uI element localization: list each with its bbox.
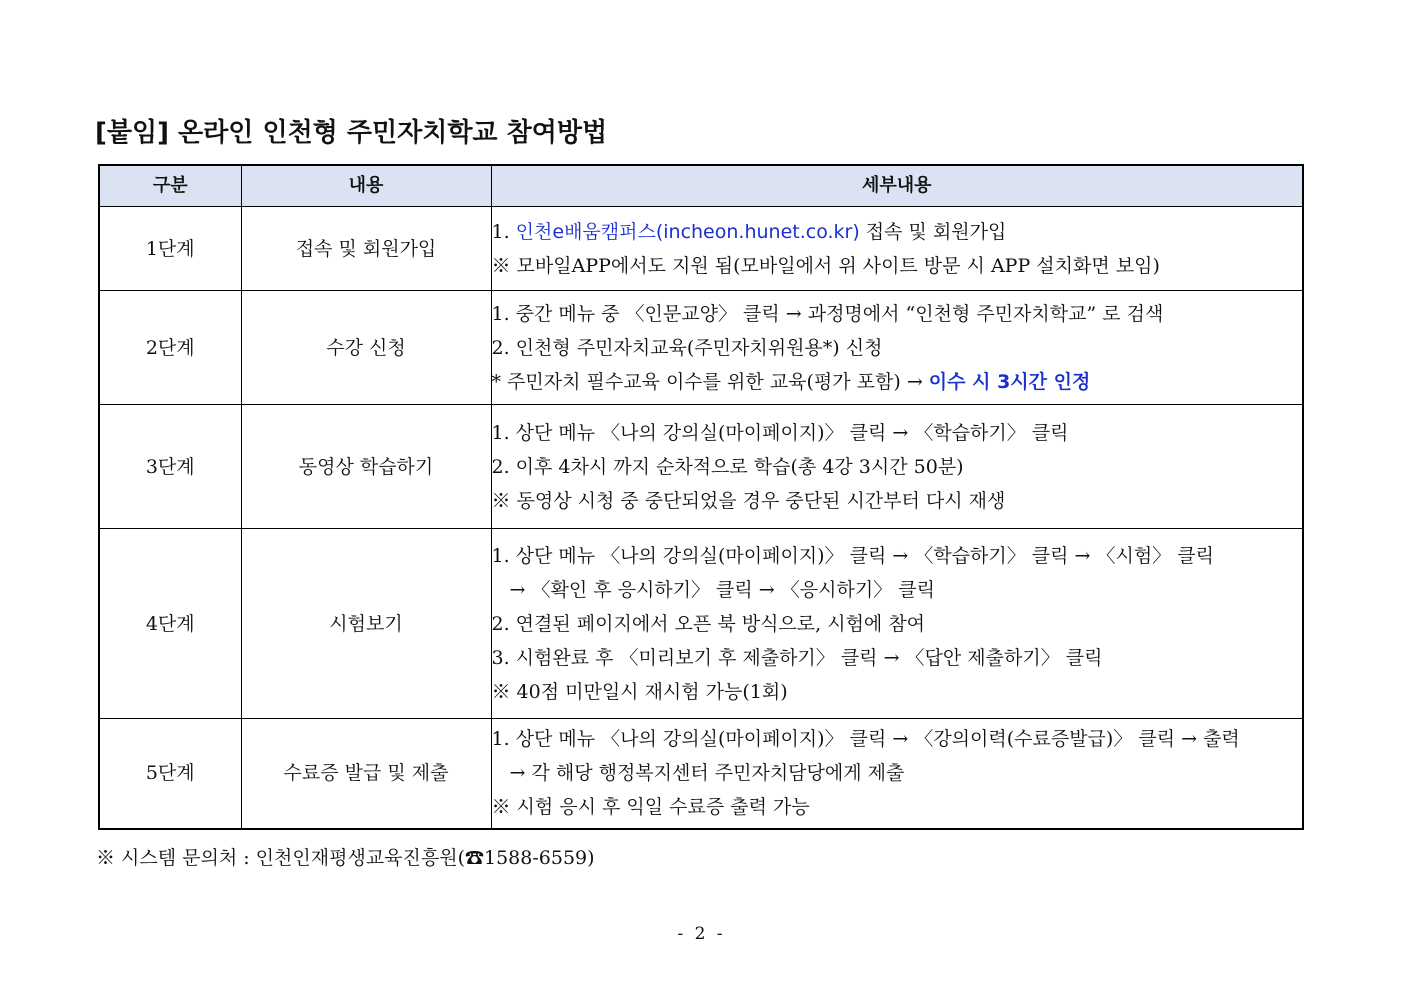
header-content: 내용 — [241, 165, 491, 207]
header-category: 구분 — [99, 165, 241, 207]
table-row — [99, 207, 1303, 291]
header-details: 세부내용 — [491, 165, 1303, 207]
table-row — [99, 719, 1303, 829]
content-cell: 접속 및 회원가입 — [241, 207, 491, 291]
detail-line: 2. 연결된 페이지에서 오픈 북 방식으로, 시험에 참여 — [491, 612, 926, 635]
detail-prefix: 1. — [491, 220, 516, 243]
detail-line: 1. 중간 메뉴 중 〈인문교양〉 클릭 → 과정명에서 “인천형 주민자치학교” 로 검색 — [491, 302, 1164, 325]
detail-line: ※ 시험 응시 후 익일 수료증 출력 가능 — [491, 796, 810, 819]
detail-line: ※ 동영상 시청 중 중단되었을 경우 중단된 시간부터 다시 재생 — [491, 489, 1006, 512]
details-cell — [491, 207, 1303, 291]
system-inquiry-note: ※ 시스템 문의처 : 인천인재평생교육진흥원(☎1588-6559) — [96, 847, 595, 869]
details-cell — [491, 291, 1303, 405]
detail-line: → 〈확인 후 응시하기〉 클릭 → 〈응시하기〉 클릭 — [509, 578, 935, 601]
content-cell: 시험보기 — [241, 529, 491, 719]
detail-rest: 접속 및 회원가입 — [859, 220, 1007, 243]
details-cell — [491, 529, 1303, 719]
table-row — [99, 529, 1303, 719]
step-cell: 4단계 — [99, 529, 241, 719]
table-row — [99, 405, 1303, 529]
detail-line: 1. 상단 메뉴 〈나의 강의실(마이페이지)〉 클릭 → 〈학습하기〉 클릭 — [491, 421, 1069, 444]
campus-link-text: 인천e배움캠퍼스(incheon.hunet.co.kr) — [515, 220, 860, 243]
detail-line — [492, 365, 1303, 399]
content-cell: 수강 신청 — [241, 291, 491, 405]
table-row — [99, 291, 1303, 405]
detail-line: 2. 이후 4차시 까지 순차적으로 학습(총 4강 3시간 50분) — [491, 455, 964, 478]
detail-prefix: * 주민자치 필수교육 이수를 위한 교육(평가 포함) → — [491, 370, 929, 393]
table-header-row — [99, 165, 1303, 207]
detail-line — [492, 215, 1303, 249]
step-cell: 1단계 — [99, 207, 241, 291]
step-cell: 5단계 — [99, 719, 241, 829]
detail-line: ※ 모바일APP에서도 지원 됨(모바일에서 위 사이트 방문 시 APP 설치화면 보임) — [491, 254, 1160, 277]
completion-credit-text: 이수 시 3시간 인정 — [928, 370, 1091, 393]
page-number: - 2 - — [677, 924, 726, 944]
detail-line: ※ 40점 미만일시 재시험 가능(1회) — [491, 680, 788, 703]
detail-line: 1. 상단 메뉴 〈나의 강의실(마이페이지)〉 클릭 → 〈강의이력(수료증발급)〉 클릭 → 출력 — [491, 728, 1240, 751]
detail-line: 2. 인천형 주민자치교육(주민자치위원용*) 신청 — [491, 336, 883, 359]
content-cell: 동영상 학습하기 — [241, 405, 491, 529]
detail-line: 3. 시험완료 후 〈미리보기 후 제출하기〉 클릭 → 〈답안 제출하기〉 클릭 — [491, 646, 1103, 669]
detail-line: → 각 해당 행정복지센터 주민자치담당에게 제출 — [509, 762, 905, 785]
details-cell — [491, 719, 1303, 829]
step-cell: 2단계 — [99, 291, 241, 405]
participation-steps-table — [98, 164, 1304, 830]
page-title: [붙임] 온라인 인천형 주민자치학교 참여방법 — [95, 118, 608, 148]
details-cell — [491, 405, 1303, 529]
step-cell: 3단계 — [99, 405, 241, 529]
content-cell: 수료증 발급 및 제출 — [241, 719, 491, 829]
detail-line: 1. 상단 메뉴 〈나의 강의실(마이페이지)〉 클릭 → 〈학습하기〉 클릭 → 〈시험〉 클릭 — [491, 544, 1214, 567]
